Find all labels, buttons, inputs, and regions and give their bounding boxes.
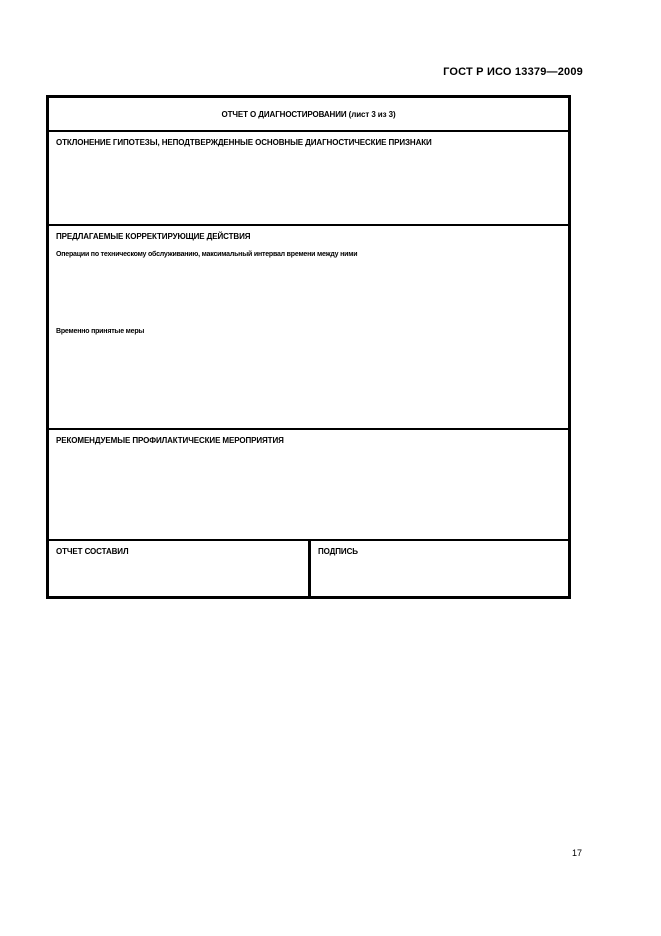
maintenance-operations-label: Операции по техническому обслуживанию, максимальный интервал времени между ними bbox=[56, 251, 358, 258]
preventive-measures-section bbox=[49, 430, 568, 541]
signature-cell bbox=[311, 541, 568, 596]
corrective-actions-section bbox=[49, 226, 568, 430]
form-title-row bbox=[49, 98, 568, 132]
standard-code: ГОСТ Р ИСО 13379—2009 bbox=[443, 66, 583, 78]
preventive-measures-label: РЕКОМЕНДУЕМЫЕ ПРОФИЛАКТИЧЕСКИЕ МЕРОПРИЯТИЯ bbox=[56, 436, 284, 445]
report-author-cell bbox=[49, 541, 311, 596]
page-number: 17 bbox=[571, 848, 582, 858]
report-author-label: ОТЧЕТ СОСТАВИЛ bbox=[56, 547, 129, 556]
diagnosis-report-form bbox=[46, 95, 571, 599]
signature-row bbox=[49, 541, 568, 596]
temporary-measures-label: Временно принятые меры bbox=[56, 328, 145, 335]
form-title: ОТЧЕТ О ДИАГНОСТИРОВАНИИ (лист 3 из 3) bbox=[221, 109, 396, 119]
signature-label: ПОДПИСЬ bbox=[318, 547, 358, 556]
rejected-hypotheses-label: ОТКЛОНЕНИЕ ГИПОТЕЗЫ, НЕПОДТВЕРЖДЕННЫЕ ОСНОВНЫЕ ДИАГНОСТИЧЕСКИЕ ПРИЗНАКИ bbox=[56, 138, 432, 147]
rejected-hypotheses-section bbox=[49, 132, 568, 226]
corrective-actions-label: ПРЕДЛАГАЕМЫЕ КОРРЕКТИРУЮЩИЕ ДЕЙСТВИЯ bbox=[56, 232, 251, 241]
